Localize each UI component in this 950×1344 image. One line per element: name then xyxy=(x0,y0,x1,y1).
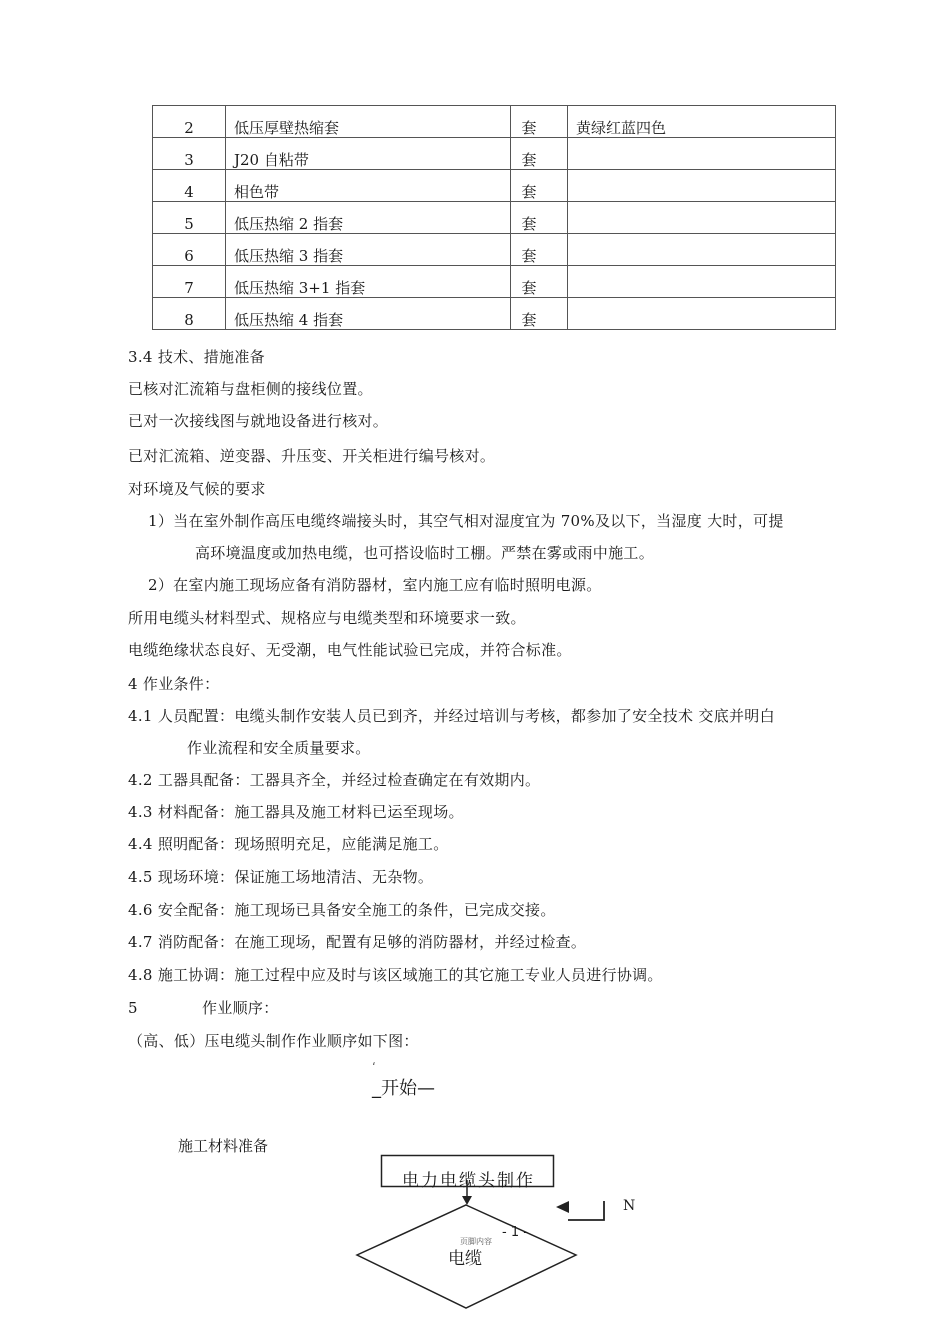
page-footer: 页脚内容 xyxy=(460,1237,492,1246)
paragraph: 已对一次接线图与就地设备进行核对。 xyxy=(128,412,389,430)
n-label: N xyxy=(623,1198,636,1214)
environment-heading: 对环境及气候的要求 xyxy=(128,480,266,498)
section-4-heading: 4 作业条件： xyxy=(128,675,220,693)
paragraph: 已对汇流箱、逆变器、升压变、开关柜进行编号核对。 xyxy=(128,447,496,465)
section-5-title: 作业顺序： xyxy=(202,999,279,1017)
paragraph: 电缆绝缘状态良好、无受潮，电气性能试验已完成，并符合标准。 xyxy=(128,641,572,659)
section-5-number: 5 xyxy=(128,999,138,1017)
list-item: 1）当在室外制作高压电缆终端接头时，其空气相对湿度宜为 70%及以下，当湿度 大时，可提 xyxy=(148,512,784,530)
section-4-7: 4.7 消防配备：在施工现场，配置有足够的消防器材，并经过检查。 xyxy=(128,933,587,951)
section-4-8: 4.8 施工协调：施工过程中应及时与该区域施工的其它施工专业人员进行协调。 xyxy=(128,966,663,984)
feedback-arrow-head xyxy=(556,1201,569,1213)
row-number: 7 xyxy=(153,266,226,298)
list-item-continuation: 高环境温度或加热电缆，也可搭设临时工棚。严禁在雾或雨中施工。 xyxy=(195,544,655,562)
diamond-label: 电缆 xyxy=(448,1249,482,1269)
tick-mark: ʻ xyxy=(372,1060,376,1074)
section-4-3: 4.3 材料配备：施工器具及施工材料已运至现场。 xyxy=(128,803,464,821)
section-4-5: 4.5 现场环境：保证施工场地清洁、无杂物。 xyxy=(128,868,434,886)
material-name: 低压厚壁热缩套 xyxy=(226,106,511,138)
unit: 套 xyxy=(511,266,548,298)
material-name: 低压热缩 2 指套 xyxy=(226,202,511,234)
unit: 套 xyxy=(511,106,548,138)
paragraph: 所用电缆头材料型式、规格应与电缆类型和环境要求一致。 xyxy=(128,609,526,627)
row-number: 8 xyxy=(153,298,226,330)
row-number: 3 xyxy=(153,138,226,170)
paragraph: 已核对汇流箱与盘柜侧的接线位置。 xyxy=(128,380,373,398)
unit: 套 xyxy=(511,138,548,170)
row-number: 2 xyxy=(153,106,226,138)
material-name: 相色带 xyxy=(226,170,511,202)
flow-start-label: _开始— xyxy=(372,1078,435,1099)
row-number: 4 xyxy=(153,170,226,202)
section-4-1: 4.1 人员配置：电缆头制作安装人员已到齐，并经过培训与考核，都参加了安全技术 交底并明白 xyxy=(128,707,775,725)
page-number: - 1 - xyxy=(502,1225,528,1240)
section-4-4: 4.4 照明配备：现场照明充足，应能满足施工。 xyxy=(128,835,449,853)
down-arrow-head xyxy=(462,1196,472,1205)
unit: 套 xyxy=(511,234,548,266)
process-box-label: 电力电缆头制作 xyxy=(402,1171,535,1191)
materials-prep-label: 施工材料准备 xyxy=(178,1137,269,1155)
row-number: 5 xyxy=(153,202,226,234)
material-name: J20 自粘带 xyxy=(226,138,511,170)
unit: 套 xyxy=(511,170,548,202)
section-4-1-continuation: 作业流程和安全质量要求。 xyxy=(187,739,371,757)
row-number: 6 xyxy=(153,234,226,266)
section-3-4-heading: 3.4 技术、措施准备 xyxy=(128,348,265,366)
section-4-6: 4.6 安全配备：施工现场已具备安全施工的条件，已完成交接。 xyxy=(128,901,556,919)
unit: 套 xyxy=(511,202,548,234)
list-item: 2）在室内施工现场应备有消防器材，室内施工应有临时照明电源。 xyxy=(148,576,602,594)
material-name: 低压热缩 3 指套 xyxy=(226,234,511,266)
feedback-arrow-line xyxy=(568,1201,604,1220)
note: 黄绿红蓝四色 xyxy=(568,106,836,138)
section-4-2: 4.2 工器具配备：工器具齐全，并经过检查确定在有效期内。 xyxy=(128,771,541,789)
material-name: 低压热缩 3+1 指套 xyxy=(226,266,511,298)
flow-intro: （高、低）压电缆头制作作业顺序如下图： xyxy=(128,1032,419,1050)
material-name: 低压热缩 4 指套 xyxy=(226,298,511,330)
unit: 套 xyxy=(511,298,548,330)
